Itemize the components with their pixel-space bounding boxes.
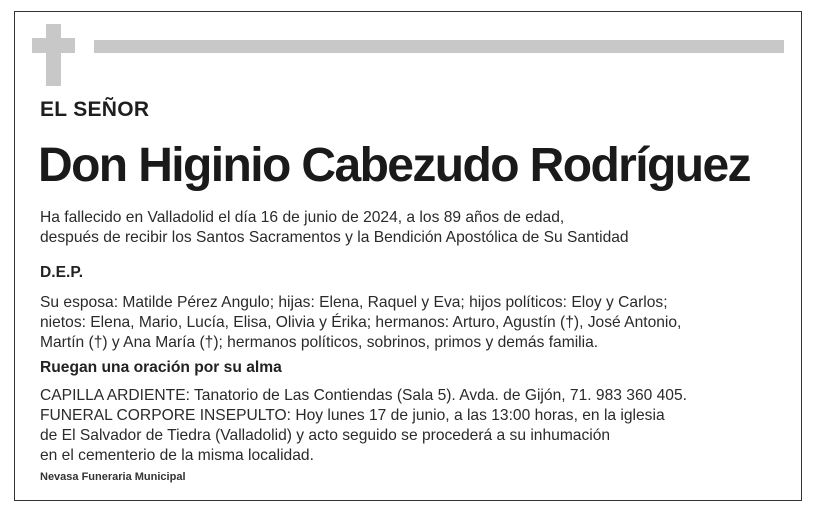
details-line: CAPILLA ARDIENTE: Tanatorio de Las Contiendas (Sala 5). Avda. de Gijón, 71. 983 360 405. — [40, 387, 687, 404]
honorific: EL SEÑOR — [40, 98, 150, 121]
family-line: Su esposa: Matilde Pérez Angulo; hijas: Elena, Raquel y Eva; hijos políticos: Eloy y Carlos; — [40, 294, 668, 311]
cross-horizontal-bar — [32, 38, 75, 53]
announcement-line: Ha fallecido en Valladolid el día 16 de junio de 2024, a los 89 años de edad, — [40, 209, 565, 226]
details-line: de El Salvador de Tiedra (Valladolid) y acto seguido se procederá a su inhumación — [40, 427, 611, 444]
details-line: FUNERAL CORPORE INSEPULTO: Hoy lunes 17 de junio, a las 13:00 horas, en la iglesia — [40, 407, 665, 424]
family-line: Martín (†) y Ana María (†); hermanos políticos, sobrinos, primos y demás familia. — [40, 334, 599, 351]
family-line: nietos: Elena, Mario, Lucía, Elisa, Olivia y Érika; hermanos: Arturo, Agustín (†), José Antonio, — [40, 314, 682, 331]
service-details — [40, 386, 687, 466]
rip-label: D.E.P. — [40, 264, 84, 281]
details-line: en el cementerio de la misma localidad. — [40, 447, 314, 464]
funeral-home: Nevasa Funeraria Municipal — [40, 471, 186, 483]
announcement-line: después de recibir los Santos Sacramentos y la Bendición Apostólica de Su Santidad — [40, 229, 629, 246]
announcement — [40, 208, 629, 248]
cross-vertical-bar — [46, 24, 61, 86]
family-list — [40, 293, 681, 353]
deceased-name: Don Higinio Cabezudo Rodríguez — [38, 139, 750, 192]
header-rule — [94, 40, 784, 53]
prayer-request: Ruegan una oración por su alma — [40, 359, 282, 376]
